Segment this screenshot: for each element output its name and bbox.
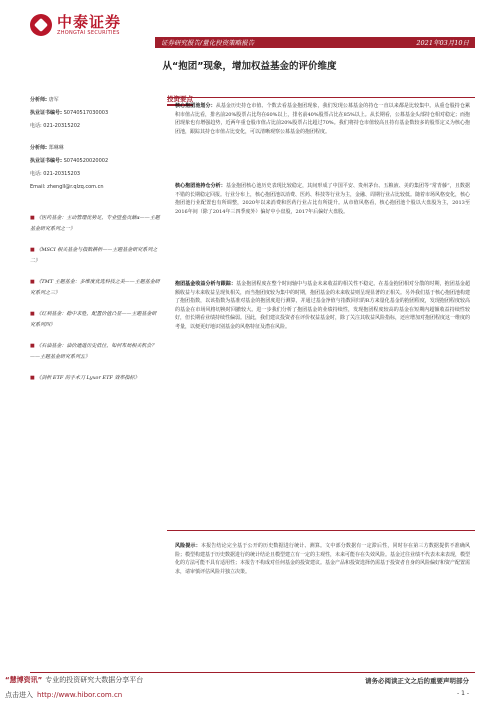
analyst-row: 分析师: 唐军	[30, 97, 59, 103]
analyst-email[interactable]: Email: zhenglI@r.qlzq.com.cn	[30, 183, 104, 190]
company-logo	[30, 8, 140, 42]
report-category: 证券研究报告/量化投资策略报告	[161, 39, 255, 47]
summary-paragraph: 抱团基金收益分析与跟踪：基金抱团程度在整个时间轴中与基金未来收益的相关性不稳定。在基金抱团相对分散的时期，抱团基金超额收益与未来收益呈现负相关，而当抱团度较为集中的时期，抱团基金的未来收益则呈现显著的正相关。另外我们基于核心抱团池构建了抱团指数，以该指数为基准对基金的抱团度进行测算，并通过基金净值与指数回归的R方来量化基金的抱团程度，发现抱团程度较高的基金在市场风格切换时回撤较大。进一步我们分析了抱团基金的业绩持续性，发现抱团程度较高的基金在短期内超额收益持续性较好，但长期看业绩持续性偏弱。因此，我们建议投资者在评价权益基金时，除了关注其收益风险指标，还应增加对抱团程度这一维度的考量，以便更好地识别基金的风格特征及潜在风险。	[175, 281, 471, 330]
logo-en: ZHONGTAI SECURITIES	[57, 30, 120, 36]
logo-cn: 中泰证券	[57, 13, 122, 31]
summary-paragraph: 核心抱团池持仓分析：基金抱团核心池历史表现比较稳定，其间形成了中国平安、贵州茅台、五粮液、美的集团等“常青藤”，且数据不错的长期稳定回报。行业分布上，核心抱团池以消费、医药、科技等行业为主，金融、周期行业占比较低。随着市场风格变化，核心抱团池行业配置也有所调整，2020年以来消费和医药行业占比有所提升。从市值风格看，核心抱团池个股以大盘股为主，2013至2016年间（除了2014年三四季度外）偏好中小盘股，2017年后偏好大盘股。	[175, 183, 471, 215]
analyst-row: 电话: 021-20315202	[30, 122, 81, 129]
related-report-item[interactable]: ■ 《红利基金：稳中求胜，配置价值凸显——主题基金研究系列四》	[30, 311, 157, 328]
footer-slogan: 专业的投资研究大数据分享平台	[45, 676, 144, 684]
related-report-item[interactable]: ■ 《医药基金：主动管理优势足，专业壁垒贡献α——主题基金研究系列之一》	[30, 215, 160, 232]
left-sidebar	[30, 93, 160, 394]
risk-warning: 风险提示：本报告结论完全基于公开的历史数据进行统计、测算。文中部分数据有一定滞后性，同时存在第三方数据提供不准确风险；模型构建基于历史数据进行的统计结论且模型建立有一定的主观性，未来可能存在失效风险。基金过往业绩不代表未来表现，模型化的方法可能不具有适用性；本报告不构成对任何基金的投资建议。基金产品和投资选择仍需基于投资者自身的风险偏好和资产配置需求，请审慎评估风险并独立决策。	[175, 543, 471, 575]
report-category-bar	[155, 37, 475, 48]
summary-paragraph: 核心抱团池划分：从基金历史持仓市值、个数去看基金抱团现象，我们发现公募基金的持仓一直以来都是比较集中。从重仓股持仓累积市值占比看，排名前20%股票占比均在60%以上，排名前40%股票占比在85%以上。从长期看，公募基金头部持仓相对稳定；而抱团现象也有增强趋势，近两年重仓股市值占比前20%股票占比超过70%。我们将持仓市值较高且持有基金数较多的股票定义为核心抱团池，跟踪其持仓市值占比变化，可以清晰观察公募基金的抱团程度。	[175, 103, 470, 135]
page-number: - 1 -	[457, 690, 469, 697]
related-report-item[interactable]: ■ 《MSCI 相关基金与指数耕析——主题基金研究系列之二》	[30, 247, 158, 264]
footer-brand: “慧博资讯”	[5, 676, 43, 684]
analyst-row: 分析师: 郑琳琳	[30, 145, 64, 151]
analyst-row: 执业证书编号: S0740520020002	[30, 157, 109, 164]
logo-icon	[30, 14, 52, 36]
report-date: 2021年03月10日	[416, 39, 469, 47]
document-title: 从“抱团”现象，增加权益基金的评价维度	[162, 61, 337, 72]
summary-heading: 投资要点	[167, 86, 475, 98]
footer-promo	[5, 672, 245, 702]
related-report-item[interactable]: ■ 《剑析 ETF 的手术刀 Lyxor ETF 效率指标》	[30, 375, 140, 381]
section-divider	[167, 530, 475, 531]
footer-url-link[interactable]: http://www.hibor.com.cn	[37, 691, 123, 699]
related-report-item[interactable]: ■ 《石油基金：油价通道历史低位，如何布局相关机会？——主题基金研究系列五》	[30, 343, 157, 360]
footer-disclaimer: 请务必阅读正文之后的重要声明部分	[365, 677, 469, 685]
footer-link-prefix: 点击进入	[5, 691, 33, 699]
analyst-row: 电话: 021-20315203	[30, 170, 81, 177]
related-report-item[interactable]: ■ 《TMT 主题基金：多维度优选科技之美——主题基金研究系列之三》	[30, 279, 160, 296]
analyst-row: 执业证书编号: S0740517030003	[30, 109, 109, 116]
